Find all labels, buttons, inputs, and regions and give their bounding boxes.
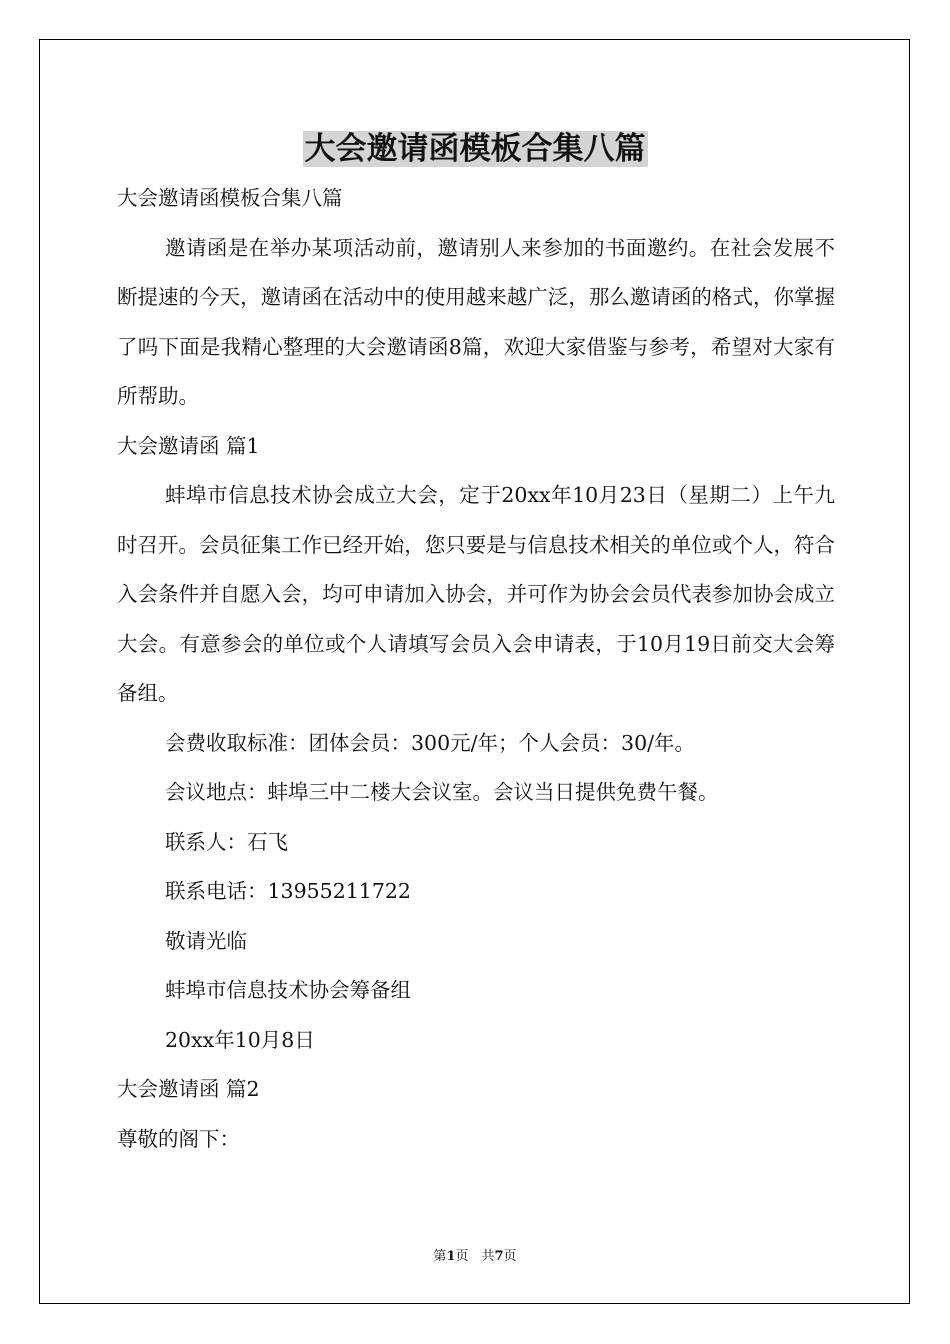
section-heading-1: 大会邀请函 篇1 — [117, 433, 260, 458]
date-line: 20xx年10月8日 — [165, 1027, 315, 1052]
current-page-number: 1 — [446, 1249, 456, 1264]
meeting-location-line: 会议地点：蚌埠三中二楼大会议室。会议当日提供免费午餐。 — [165, 780, 719, 804]
total-page-count: 7 — [494, 1249, 504, 1264]
document-title-text: 大会邀请函模板合集八篇 — [304, 131, 646, 167]
page-footer — [0, 1247, 950, 1267]
section-heading-2: 大会邀请函 篇2 — [117, 1077, 260, 1101]
contact-phone-line: 联系电话：13955211722 — [165, 879, 411, 903]
document-subtitle: 大会邀请函模板合集八篇 — [117, 186, 343, 210]
document-title — [0, 128, 950, 170]
section1-body-paragraph: 蚌埠市信息技术协会成立大会，定于20xx年10月23日（星期二）上午九时召开。会员征集工作已经开始，您只要是与信息技术相关的单位或个人，符合入会条件并自愿入会，均可申请加入协会，并可作为协会会员代表参加协会成立大会。有意参会的单位或个人请填写会员入会申请表，于10月19日前交大会筹备组。 — [117, 483, 835, 705]
document-body — [117, 174, 835, 1164]
contact-person-line: 联系人：石飞 — [165, 829, 288, 854]
closing-line: 敬请光临 — [165, 928, 247, 953]
page-middle: 页 共 — [455, 1249, 495, 1264]
page-suffix: 页 — [503, 1249, 517, 1264]
signature-line: 蚌埠市信息技术协会筹备组 — [165, 978, 411, 1002]
page-prefix: 第 — [433, 1249, 447, 1264]
intro-paragraph: 邀请函是在举办某项活动前，邀请别人来参加的书面邀约。在社会发展不断提速的今天，邀请函在活动中的使用越来越广泛，那么邀请函的格式，你掌握了吗下面是我精心整理的大会邀请函8篇，欢迎大家借鉴与参考，希望对大家有所帮助。 — [117, 235, 835, 408]
salutation-line: 尊敬的阁下： — [117, 1126, 240, 1151]
membership-fee-line: 会费收取标准：团体会员：300元/年；个人会员：30/年。 — [165, 730, 696, 755]
